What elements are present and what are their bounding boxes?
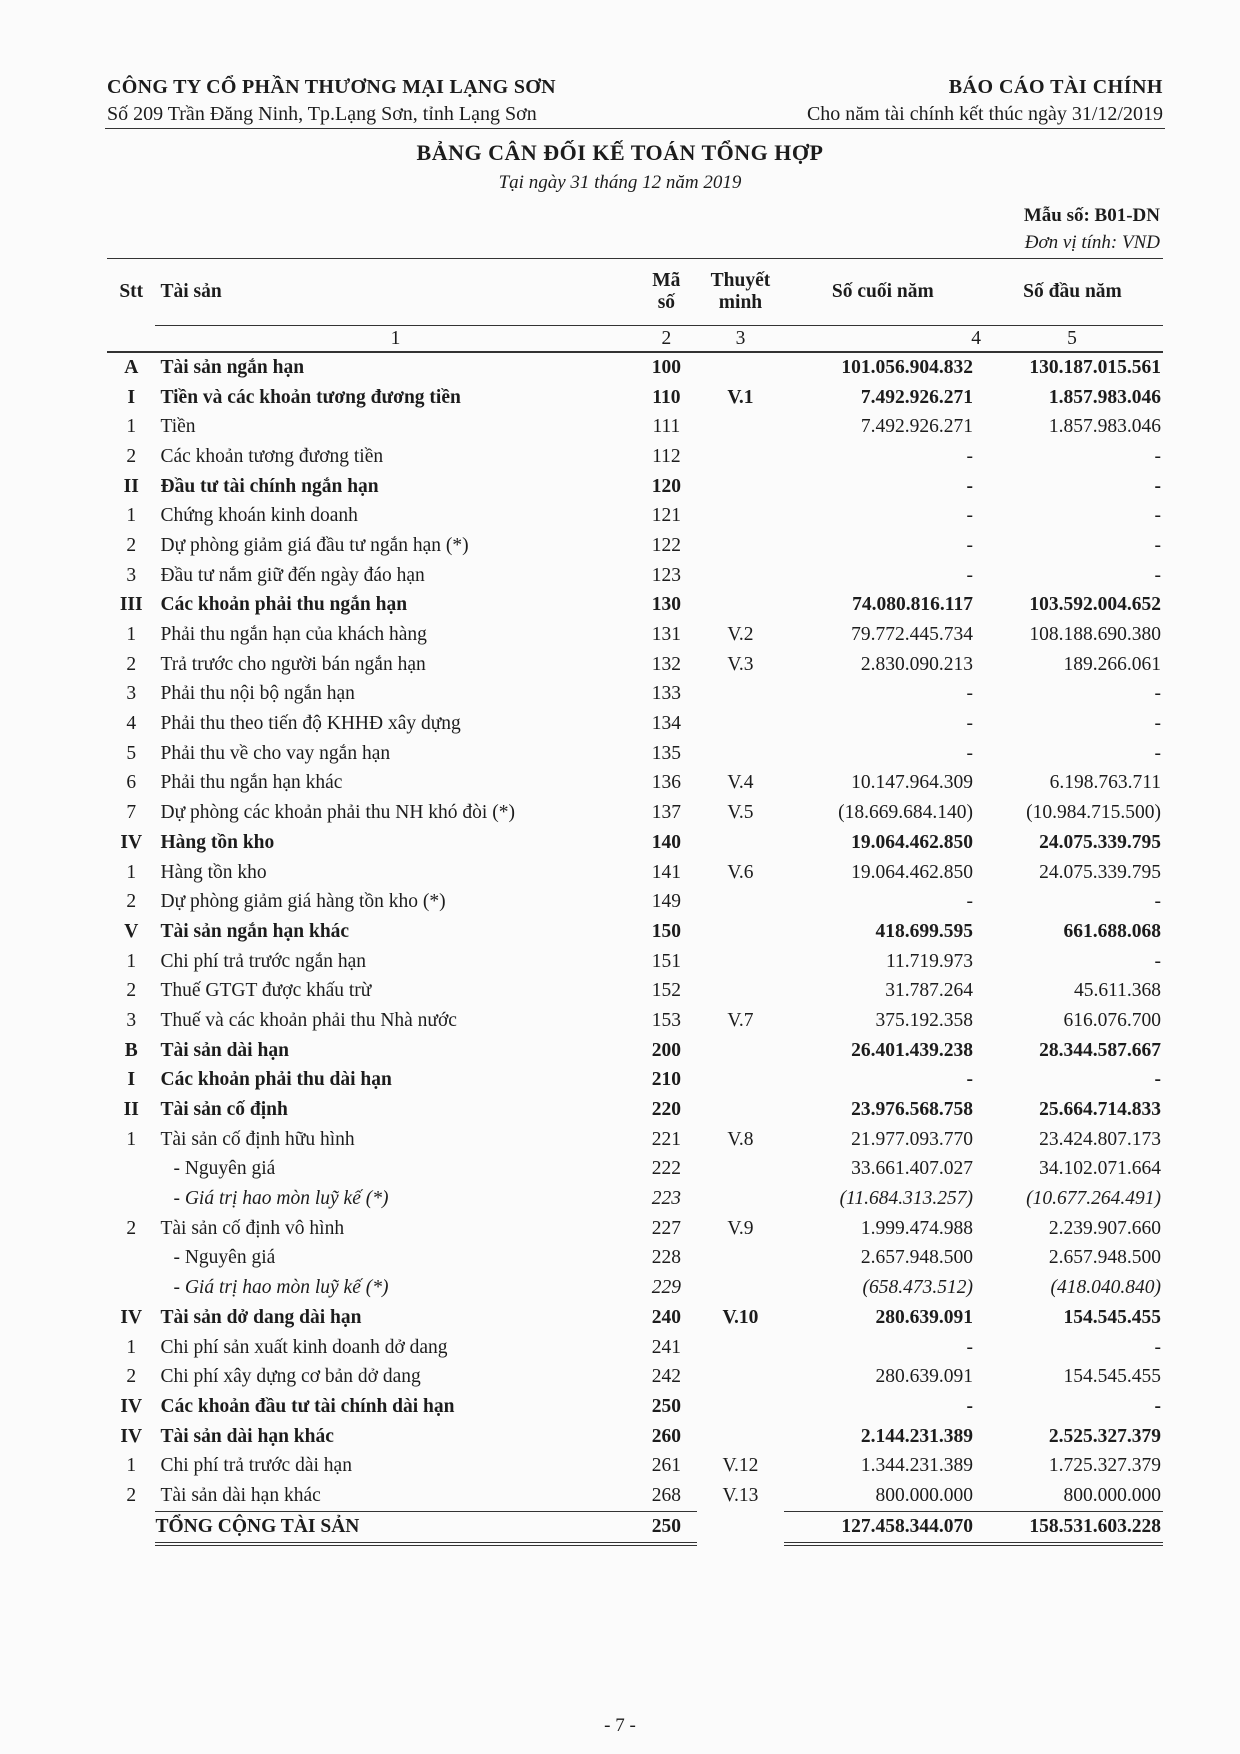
table-body xyxy=(107,353,1163,1511)
row-stt: IV xyxy=(120,1306,143,1328)
row-beg: - xyxy=(1154,1069,1161,1091)
row-stt: 1 xyxy=(126,1455,137,1477)
row-end: 23.976.568.758 xyxy=(851,1099,973,1121)
row-note xyxy=(697,501,783,531)
row-note xyxy=(697,1273,783,1303)
table-row xyxy=(107,1036,1163,1066)
table-row xyxy=(107,353,1163,383)
column-number-row: 1 2 3 4 5 xyxy=(107,325,1163,353)
table-row xyxy=(107,561,1163,591)
row-code: 227 xyxy=(651,1217,681,1239)
row-end: - xyxy=(966,1395,973,1417)
row-code: 110 xyxy=(652,386,681,408)
row-beg: 1.857.983.046 xyxy=(1048,416,1161,438)
row-code: 240 xyxy=(651,1306,681,1328)
row-end: 7.492.926.271 xyxy=(860,416,973,438)
row-note xyxy=(697,828,783,858)
row-stt: IV xyxy=(120,1425,143,1447)
row-name: Đầu tư tài chính ngắn hạn xyxy=(160,475,379,497)
page-title: BẢNG CÂN ĐỐI KẾ TOÁN TỔNG HỢP xyxy=(416,140,824,165)
row-stt: III xyxy=(119,594,143,616)
row-name: Phải thu nội bộ ngắn hạn xyxy=(160,683,355,705)
row-code: 135 xyxy=(651,742,681,764)
row-code: 149 xyxy=(651,891,681,913)
row-end: 19.064.462.850 xyxy=(851,831,973,853)
row-end: 2.144.231.389 xyxy=(860,1425,973,1447)
row-name: Phải thu về cho vay ngắn hạn xyxy=(160,742,391,764)
table-row xyxy=(107,947,1163,977)
row-beg: (10.984.715.500) xyxy=(1026,802,1161,824)
row-stt: I xyxy=(127,386,136,408)
table-row xyxy=(107,1303,1163,1333)
table-row xyxy=(107,1422,1163,1452)
row-note xyxy=(697,353,783,383)
row-code: 151 xyxy=(651,950,681,972)
row-name: Dự phòng giảm giá đầu tư ngắn hạn (*) xyxy=(160,534,469,556)
table-row xyxy=(107,1392,1163,1422)
row-code: 141 xyxy=(651,861,681,883)
table-row xyxy=(107,1481,1163,1511)
row-note xyxy=(697,1155,783,1185)
row-name: Tài sản dài hạn khác xyxy=(160,1484,321,1506)
row-beg: 2.657.948.500 xyxy=(1048,1247,1161,1269)
row-note: V.8 xyxy=(727,1128,754,1150)
row-code: 260 xyxy=(651,1425,681,1447)
row-code: 122 xyxy=(651,534,681,556)
row-name: Tài sản ngắn hạn xyxy=(160,356,305,378)
row-name: Hàng tồn kho xyxy=(160,831,275,853)
row-note xyxy=(697,531,783,561)
row-code: 241 xyxy=(651,1336,681,1358)
row-stt: 4 xyxy=(126,713,137,735)
row-note: V.12 xyxy=(722,1455,759,1477)
table-row xyxy=(107,1451,1163,1481)
row-name: Tài sản dở dang dài hạn xyxy=(160,1306,362,1328)
row-stt: 2 xyxy=(126,534,137,556)
row-note xyxy=(697,561,783,591)
table-row xyxy=(107,620,1163,650)
row-code: 111 xyxy=(652,416,681,438)
row-beg: (10.677.264.491) xyxy=(1026,1188,1161,1210)
total-beg: 158.531.603.228 xyxy=(981,1511,1163,1546)
row-note xyxy=(697,1422,783,1452)
row-stt xyxy=(107,1244,155,1274)
row-stt: 5 xyxy=(126,742,137,764)
row-name: Các khoản phải thu ngắn hạn xyxy=(160,594,408,616)
row-note xyxy=(697,1036,783,1066)
report-type: BÁO CÁO TÀI CHÍNH xyxy=(948,76,1163,98)
row-note xyxy=(697,887,783,917)
row-beg: 800.000.000 xyxy=(1063,1484,1161,1506)
row-end: 21.977.093.770 xyxy=(851,1128,973,1150)
row-code: 268 xyxy=(651,1484,681,1506)
row-code: 150 xyxy=(651,920,681,942)
table-row xyxy=(107,1155,1163,1185)
row-note: V.10 xyxy=(722,1306,759,1328)
row-stt: A xyxy=(124,356,139,378)
table-header-row xyxy=(107,258,1163,325)
row-stt xyxy=(107,1273,155,1303)
row-name: Chi phí trả trước dài hạn xyxy=(160,1455,352,1477)
row-code: 222 xyxy=(651,1158,681,1180)
row-name: Hàng tồn kho xyxy=(160,861,267,883)
row-end: 418.699.595 xyxy=(875,920,973,942)
row-stt: IV xyxy=(120,831,143,853)
row-code: 133 xyxy=(651,683,681,705)
table-row xyxy=(107,1273,1163,1303)
row-name: Tiền xyxy=(160,416,196,438)
row-note: V.4 xyxy=(727,772,754,794)
balance-sheet-table xyxy=(107,258,1163,1546)
row-stt: 2 xyxy=(126,980,137,1002)
row-code: 229 xyxy=(651,1277,681,1299)
row-beg: 34.102.071.664 xyxy=(1039,1158,1161,1180)
table-row xyxy=(107,858,1163,888)
row-end: - xyxy=(966,534,973,556)
row-beg: - xyxy=(1154,475,1161,497)
row-note xyxy=(697,709,783,739)
col-header-beg: Số đầu năm xyxy=(981,258,1163,325)
row-end: 2.830.090.213 xyxy=(860,653,973,675)
row-stt: 2 xyxy=(126,891,137,913)
col-header-name: Tài sản xyxy=(155,258,635,325)
row-end: - xyxy=(966,1336,973,1358)
row-beg: 154.545.455 xyxy=(1063,1306,1161,1328)
row-name: - Nguyên giá xyxy=(173,1247,276,1269)
table-row xyxy=(107,1214,1163,1244)
row-note xyxy=(697,947,783,977)
row-name: Tài sản cố định xyxy=(160,1099,288,1121)
row-code: 250 xyxy=(651,1395,681,1417)
row-note: V.3 xyxy=(727,653,754,675)
row-beg: - xyxy=(1154,445,1161,467)
row-note: V.7 xyxy=(727,1009,754,1031)
row-stt: 1 xyxy=(126,1336,137,1358)
row-beg: - xyxy=(1154,742,1161,764)
total-end: 127.458.344.070 xyxy=(784,1511,981,1546)
row-stt: 1 xyxy=(126,1128,137,1150)
row-note: V.2 xyxy=(727,624,754,646)
row-end: 2.657.948.500 xyxy=(860,1247,973,1269)
row-code: 100 xyxy=(651,356,681,378)
row-end: (11.684.313.257) xyxy=(839,1188,973,1210)
row-name: Các khoản đầu tư tài chính dài hạn xyxy=(160,1395,455,1417)
table-row xyxy=(107,472,1163,502)
row-end: - xyxy=(966,683,973,705)
total-label: TỔNG CỘNG TÀI SẢN xyxy=(155,1511,635,1546)
row-beg: - xyxy=(1154,1336,1161,1358)
row-beg: - xyxy=(1154,505,1161,527)
row-code: 120 xyxy=(651,475,681,497)
row-stt: 2 xyxy=(126,653,137,675)
row-end: 280.639.091 xyxy=(875,1306,973,1328)
row-name: Tiền và các khoản tương đương tiền xyxy=(160,386,461,408)
form-number: Mẫu số: B01-DN xyxy=(1023,205,1160,226)
row-end: 1.344.231.389 xyxy=(860,1455,973,1477)
row-code: 131 xyxy=(651,624,681,646)
row-note xyxy=(697,739,783,769)
table-row xyxy=(107,1184,1163,1214)
row-note: V.13 xyxy=(722,1484,759,1506)
row-note xyxy=(697,1333,783,1363)
row-end: 10.147.964.309 xyxy=(851,772,973,794)
row-code: 112 xyxy=(652,445,681,467)
row-stt: 1 xyxy=(126,624,137,646)
row-end: - xyxy=(966,891,973,913)
row-name: Chứng khoán kinh doanh xyxy=(160,505,358,527)
row-end: 74.080.816.117 xyxy=(852,594,973,616)
row-beg: 616.076.700 xyxy=(1063,1009,1161,1031)
row-end: - xyxy=(966,713,973,735)
total-row xyxy=(107,1511,1163,1546)
row-beg: 108.188.690.380 xyxy=(1029,624,1161,646)
row-name: - Giá trị hao mòn luỹ kế (*) xyxy=(173,1188,389,1210)
row-note: V.5 xyxy=(727,802,754,824)
table-row xyxy=(107,1066,1163,1096)
row-stt xyxy=(107,1155,155,1185)
row-code: 223 xyxy=(651,1188,681,1210)
row-code: 130 xyxy=(651,594,681,616)
row-end: - xyxy=(966,475,973,497)
table-row xyxy=(107,917,1163,947)
row-stt: 6 xyxy=(126,772,137,794)
table-row xyxy=(107,501,1163,531)
row-code: 136 xyxy=(651,772,681,794)
row-code: 134 xyxy=(651,713,681,735)
row-note: V.9 xyxy=(727,1217,754,1239)
row-note xyxy=(697,1362,783,1392)
row-end: 26.401.439.238 xyxy=(851,1039,973,1061)
row-name: Phải thu ngắn hạn khác xyxy=(160,772,343,794)
table-row xyxy=(107,1006,1163,1036)
table-row xyxy=(107,1362,1163,1392)
row-code: 121 xyxy=(651,505,681,527)
table-row xyxy=(107,650,1163,680)
col-header-code: Mã số xyxy=(635,258,697,325)
row-stt: 1 xyxy=(126,505,137,527)
row-code: 152 xyxy=(651,980,681,1002)
row-beg: 28.344.587.667 xyxy=(1039,1039,1161,1061)
row-beg: 24.075.339.795 xyxy=(1039,861,1161,883)
row-stt: 3 xyxy=(126,683,137,705)
row-note xyxy=(697,1184,783,1214)
row-end: 375.192.358 xyxy=(875,1009,973,1031)
table-row xyxy=(107,383,1163,413)
row-name: Tài sản cố định vô hình xyxy=(160,1217,345,1239)
row-stt: 1 xyxy=(126,861,137,883)
row-beg: 189.266.061 xyxy=(1063,653,1161,675)
row-code: 140 xyxy=(651,831,681,853)
row-note xyxy=(697,472,783,502)
row-note xyxy=(697,1392,783,1422)
row-note: V.1 xyxy=(727,386,754,408)
company-address: Số 209 Trần Đăng Ninh, Tp.Lạng Sơn, tỉnh Lạng Sơn xyxy=(107,103,537,125)
table-row xyxy=(107,828,1163,858)
company-name: CÔNG TY CỔ PHẦN THƯƠNG MẠI LẠNG SƠN xyxy=(107,76,556,98)
row-code: 261 xyxy=(651,1455,681,1477)
row-name: - Nguyên giá xyxy=(173,1158,276,1180)
row-note: V.6 xyxy=(727,861,754,883)
row-code: 132 xyxy=(651,653,681,675)
row-end: - xyxy=(966,564,973,586)
row-beg: 1.725.327.379 xyxy=(1048,1455,1161,1477)
row-beg: 1.857.983.046 xyxy=(1048,386,1161,408)
row-code: 242 xyxy=(651,1366,681,1388)
row-name: Các khoản tương đương tiền xyxy=(160,445,384,467)
row-beg: 661.688.068 xyxy=(1063,920,1161,942)
table-row xyxy=(107,531,1163,561)
row-end: 7.492.926.271 xyxy=(860,386,973,408)
row-beg: 24.075.339.795 xyxy=(1039,831,1161,853)
col-header-end: Số cuối năm xyxy=(784,258,981,325)
row-beg: - xyxy=(1154,1395,1161,1417)
row-name: Tài sản cố định hữu hình xyxy=(160,1128,355,1150)
row-end: - xyxy=(966,1069,973,1091)
row-name: Tài sản dài hạn xyxy=(160,1039,289,1061)
row-name: Tài sản dài hạn khác xyxy=(160,1425,334,1447)
row-beg: - xyxy=(1154,891,1161,913)
header-rule xyxy=(105,128,1165,129)
table-row xyxy=(107,412,1163,442)
row-end: 1.999.474.988 xyxy=(860,1217,973,1239)
row-beg: 2.525.327.379 xyxy=(1048,1425,1161,1447)
row-stt: 2 xyxy=(126,445,137,467)
row-stt: 3 xyxy=(126,1009,137,1031)
row-stt: 1 xyxy=(126,950,137,972)
row-end: 31.787.264 xyxy=(885,980,973,1002)
row-beg: 6.198.763.711 xyxy=(1049,772,1161,794)
row-name: Các khoản phải thu dài hạn xyxy=(160,1069,392,1091)
row-code: 153 xyxy=(651,1009,681,1031)
row-end: - xyxy=(966,505,973,527)
row-name: Chi phí xây dựng cơ bản dở dang xyxy=(160,1366,421,1388)
row-beg: 130.187.015.561 xyxy=(1029,356,1161,378)
table-row xyxy=(107,591,1163,621)
page-number: - 7 - xyxy=(604,1715,636,1736)
table-row xyxy=(107,976,1163,1006)
row-beg: - xyxy=(1154,683,1161,705)
row-end: 79.772.445.734 xyxy=(851,624,973,646)
table-row xyxy=(107,1333,1163,1363)
row-name: Dự phòng giảm giá hàng tồn kho (*) xyxy=(160,891,446,913)
table-row xyxy=(107,709,1163,739)
table-row xyxy=(107,442,1163,472)
row-note xyxy=(697,917,783,947)
row-code: 220 xyxy=(651,1099,681,1121)
table-row xyxy=(107,887,1163,917)
row-beg: (418.040.840) xyxy=(1050,1277,1161,1299)
table-row xyxy=(107,739,1163,769)
row-beg: 45.611.368 xyxy=(1073,980,1161,1002)
total-code: 250 xyxy=(635,1511,697,1546)
row-beg: 23.424.807.173 xyxy=(1039,1128,1161,1150)
row-stt: B xyxy=(124,1039,138,1061)
row-stt: 2 xyxy=(126,1366,137,1388)
row-name: Dự phòng các khoản phải thu NH khó đòi (*) xyxy=(160,802,515,824)
row-stt: IV xyxy=(120,1395,143,1417)
row-name: Chi phí trả trước ngắn hạn xyxy=(160,950,367,972)
row-end: 800.000.000 xyxy=(875,1484,973,1506)
row-name: Đầu tư nắm giữ đến ngày đáo hạn xyxy=(160,564,425,586)
row-end: (18.669.684.140) xyxy=(838,802,973,824)
row-code: 210 xyxy=(651,1069,681,1091)
row-beg: - xyxy=(1154,950,1161,972)
table-row xyxy=(107,1125,1163,1155)
row-note xyxy=(697,680,783,710)
row-code: 200 xyxy=(651,1039,681,1061)
row-code: 221 xyxy=(651,1128,681,1150)
row-name: Trả trước cho người bán ngắn hạn xyxy=(160,653,426,675)
col-header-note: Thuyết minh xyxy=(697,258,783,325)
row-code: 137 xyxy=(651,802,681,824)
row-code: 123 xyxy=(651,564,681,586)
row-note xyxy=(697,591,783,621)
row-note xyxy=(697,442,783,472)
row-name: Thuế và các khoản phải thu Nhà nước xyxy=(160,1009,457,1031)
row-stt: 2 xyxy=(126,1217,137,1239)
row-end: (658.473.512) xyxy=(862,1277,973,1299)
row-code: 228 xyxy=(651,1247,681,1269)
row-beg: 25.664.714.833 xyxy=(1039,1099,1161,1121)
report-period: Cho năm tài chính kết thúc ngày 31/12/2019 xyxy=(806,103,1163,125)
row-stt: II xyxy=(123,1099,139,1121)
row-beg: 2.239.907.660 xyxy=(1048,1217,1161,1239)
row-note xyxy=(697,412,783,442)
row-name: Thuế GTGT được khấu trừ xyxy=(160,980,372,1002)
row-name: Phải thu theo tiến độ KHHĐ xây dựng xyxy=(160,713,461,735)
currency-unit: Đơn vị tính: VND xyxy=(1024,232,1160,253)
row-stt: II xyxy=(123,475,139,497)
row-note xyxy=(697,1244,783,1274)
table-row xyxy=(107,769,1163,799)
row-end: - xyxy=(966,742,973,764)
row-end: - xyxy=(966,445,973,467)
row-stt xyxy=(107,1184,155,1214)
col-header-stt: Stt xyxy=(107,258,155,325)
row-note xyxy=(697,976,783,1006)
row-stt: I xyxy=(127,1069,136,1091)
row-note xyxy=(697,1095,783,1125)
table-row xyxy=(107,1244,1163,1274)
row-name: Tài sản ngắn hạn khác xyxy=(160,920,350,942)
row-name: - Giá trị hao mòn luỹ kế (*) xyxy=(173,1277,389,1299)
row-name: Phải thu ngắn hạn của khách hàng xyxy=(160,624,427,646)
row-end: 33.661.407.027 xyxy=(851,1158,973,1180)
row-beg: 103.592.004.652 xyxy=(1029,594,1161,616)
row-beg: - xyxy=(1154,534,1161,556)
table-row xyxy=(107,680,1163,710)
row-stt: 2 xyxy=(126,1484,137,1506)
row-stt: V xyxy=(124,920,139,942)
row-beg: - xyxy=(1154,713,1161,735)
row-end: 280.639.091 xyxy=(875,1366,973,1388)
table-row xyxy=(107,798,1163,828)
row-end: 11.719.973 xyxy=(885,950,973,972)
page-subtitle: Tại ngày 31 tháng 12 năm 2019 xyxy=(498,172,742,193)
row-beg: - xyxy=(1154,564,1161,586)
row-stt: 3 xyxy=(126,564,137,586)
row-stt: 1 xyxy=(126,416,137,438)
row-name: Chi phí sản xuất kinh doanh dở dang xyxy=(160,1336,448,1358)
row-end: 19.064.462.850 xyxy=(851,861,973,883)
row-end: 101.056.904.832 xyxy=(841,356,973,378)
row-stt: 7 xyxy=(126,802,137,824)
row-note xyxy=(697,1066,783,1096)
row-beg: 154.545.455 xyxy=(1063,1366,1161,1388)
table-row xyxy=(107,1095,1163,1125)
